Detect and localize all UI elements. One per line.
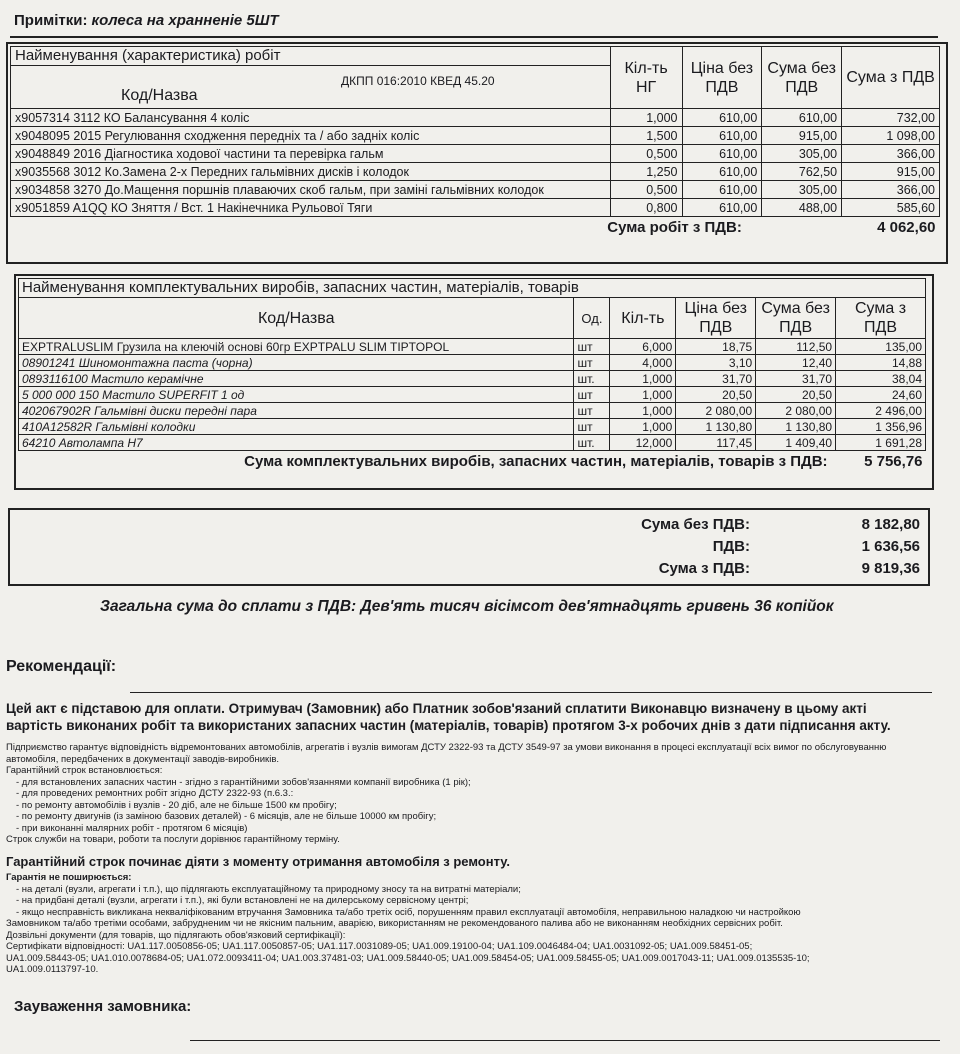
parts-row xyxy=(19,419,926,435)
parts-row xyxy=(19,435,926,451)
work-sum: 488,00 xyxy=(762,199,842,217)
part-name: 0893116100 Мастило керамічне xyxy=(19,371,574,387)
totals-block xyxy=(560,514,920,580)
part-sum: 31,70 xyxy=(756,371,836,387)
works-row xyxy=(11,163,940,181)
work-qty: 0,800 xyxy=(610,199,682,217)
part-qty: 1,000 xyxy=(610,371,676,387)
part-qty: 4,000 xyxy=(610,355,676,371)
notes-label: Примітки: xyxy=(14,12,88,29)
work-name: x9035568 3012 Ко.Замена 2-х Передних гальмівних дисків і колодок xyxy=(11,163,611,181)
work-qty: 1,250 xyxy=(610,163,682,181)
part-unit: шт. xyxy=(574,435,610,451)
sum-with-vat-label: Сума з ПДВ: xyxy=(658,560,750,577)
warranty-text xyxy=(6,742,936,846)
part-qty: 1,000 xyxy=(610,387,676,403)
customer-remarks-label: Зауваження замовника: xyxy=(14,998,192,1015)
recommendations-label: Рекомендації: xyxy=(6,658,117,675)
part-unit: шт. xyxy=(574,371,610,387)
works-col-code: Код/Назва xyxy=(121,87,198,104)
part-sum: 20,50 xyxy=(756,387,836,403)
part-sum: 1 130,80 xyxy=(756,419,836,435)
part-sum-vat: 38,04 xyxy=(836,371,926,387)
warranty-intro: Підприємство гарантує відповідність відремонтованих автомобілів, агрегатів і вузлів вимогам ДСТУ 2322-93 та ДСТУ 3549-97 за умови виконання в процесі експлуатації всіх вимог по обслуговуванню автомобіля, передбачених в документації заводів-виробників. xyxy=(6,742,887,765)
work-name: x9048849 2016 Діагностика ходової частини та перевірка гальм xyxy=(11,145,611,163)
notes-text: колеса на хранненіе 5ШТ xyxy=(91,12,279,29)
works-col-sum: Сума без ПДВ xyxy=(762,47,842,109)
certificates-line: Сертифікати відповідності: UA1.117.0050856-05; UA1.117.0050857-05; UA1.117.0031089-05; UA1.009.19100-04; UA1.109.0046484-04; UA1.0031092-05; UA1.009.58451-05; xyxy=(6,941,753,952)
work-sum-vat: 1 098,00 xyxy=(842,127,940,145)
work-sum: 915,00 xyxy=(762,127,842,145)
exclusion-item: - якщо несправність викликана некваліфікованим втручання Замовника та/або третіх осіб, порушенням правил експлуатації автомобіля, неправильною наладкою чи настройкою xyxy=(16,906,801,918)
recommendations-line xyxy=(130,692,932,693)
warranty-exclusions xyxy=(6,872,936,976)
part-sum: 1 409,40 xyxy=(756,435,836,451)
works-row xyxy=(11,145,940,163)
parts-total-label: Сума комплектувальних виробів, запасних частин, матеріалів, товарів з ПДВ: xyxy=(244,453,828,470)
part-qty: 1,000 xyxy=(610,403,676,419)
parts-total-value: 5 756,76 xyxy=(864,453,923,470)
part-price: 20,50 xyxy=(676,387,756,403)
vat-value: 1 636,56 xyxy=(861,538,920,555)
works-col-qty: Кіл-ть НГ xyxy=(610,47,682,109)
part-price: 31,70 xyxy=(676,371,756,387)
works-row xyxy=(11,109,940,127)
part-name: 5 000 000 150 Мастило SUPERFIT 1 од xyxy=(19,387,574,403)
part-price: 18,75 xyxy=(676,339,756,355)
warranty-item: - при виконанні малярних робіт - протягом 6 місяців) xyxy=(16,822,248,834)
part-sum-vat: 135,00 xyxy=(836,339,926,355)
work-qty: 1,000 xyxy=(610,109,682,127)
parts-row xyxy=(19,355,926,371)
works-row xyxy=(11,127,940,145)
notes xyxy=(14,12,279,29)
part-sum-vat: 1 691,28 xyxy=(836,435,926,451)
work-name: x9048095 2015 Регулювання сходження передніх та / або задніх коліс xyxy=(11,127,611,145)
work-sum-vat: 585,60 xyxy=(842,199,940,217)
part-sum-vat: 2 496,00 xyxy=(836,403,926,419)
work-sum-vat: 732,00 xyxy=(842,109,940,127)
part-qty: 6,000 xyxy=(610,339,676,355)
work-name: x9034858 3270 До.Мащення поршнів плаваючих скоб гальм, при заміні гальмівних колодок xyxy=(11,181,611,199)
part-price: 2 080,00 xyxy=(676,403,756,419)
permit-docs: Дозвільні документи (для товарів, що підлягають обов'язковий сертифікації): xyxy=(6,929,346,941)
work-price: 610,00 xyxy=(682,127,762,145)
payment-terms: Цей акт є підставою для оплати. Отримувач (Замовник) або Платник зобов'язаний сплатити Виконавцю визначену в цьому акті вартість виконаних робіт та використаних запасних частин (матеріалів, товарів) протягом 3-х робочих днів з дати підписання акту. xyxy=(6,701,891,733)
work-sum: 305,00 xyxy=(762,145,842,163)
parts-row xyxy=(19,339,926,355)
work-sum: 305,00 xyxy=(762,181,842,199)
sum-without-vat: 8 182,80 xyxy=(861,516,920,533)
part-price: 117,45 xyxy=(676,435,756,451)
parts-section-title: Найменування комплектувальних виробів, запасних частин, матеріалів, товарів xyxy=(19,279,926,298)
part-name: 402067902R Гальмівні диски передні пара xyxy=(19,403,574,419)
exclusion-item: Замовником та/або третіми особами, забрудненим чи не якісним пальним, аварією, використанням не рекомендованого палива або не виконанням необхідних сервісних робіт. xyxy=(6,918,783,929)
part-name: 08901241 Шиномонтажна паста (чорна) xyxy=(19,355,574,371)
works-row xyxy=(11,181,940,199)
parts-row xyxy=(19,387,926,403)
works-section-title: Найменування (характеристика) робіт xyxy=(11,47,611,66)
work-sum-vat: 366,00 xyxy=(842,181,940,199)
works-total-value: 4 062,60 xyxy=(877,219,936,236)
work-qty: 0,500 xyxy=(610,145,682,163)
certificates-line: UA1.009.58443-05; UA1.010.0078684-05; UA1.072.0093411-04; UA1.003.37481-03; UA1.009.58440-05; UA1.009.58454-05; UA1.009.58455-05; UA1.009.0017043-11; UA1.009.0135535-10; xyxy=(6,952,810,964)
work-qty: 0,500 xyxy=(610,181,682,199)
warranty-item: - по ремонту автомобілів і вузлів - 20 діб, але не більше 1500 км пробігу; xyxy=(16,799,337,811)
part-sum: 12,40 xyxy=(756,355,836,371)
part-unit: шт xyxy=(574,403,610,419)
customer-remarks-line xyxy=(190,1040,940,1041)
part-sum-vat: 1 356,96 xyxy=(836,419,926,435)
work-price: 610,00 xyxy=(682,163,762,181)
part-name: 64210 Автолампа H7 xyxy=(19,435,574,451)
not-apply-label: Гарантія не поширюється: xyxy=(6,872,132,883)
works-classification: ДКПП 016:2010 КВЕД 45.20 xyxy=(341,74,495,88)
part-qty: 12,000 xyxy=(610,435,676,451)
warranty-item: - для встановлених запасних частин - згідно з гарантійними зобов'язаннями компанії виробника (1 рік); xyxy=(16,776,471,788)
work-price: 610,00 xyxy=(682,199,762,217)
warranty-start-text: Гарантійний строк починає діяти з моменту отримання автомобіля з ремонту. xyxy=(6,854,510,869)
part-sum-vat: 14,88 xyxy=(836,355,926,371)
part-sum: 112,50 xyxy=(756,339,836,355)
parts-col-unit: Од. xyxy=(574,298,610,339)
divider xyxy=(10,36,938,38)
exclusion-item: - на деталі (вузли, агрегати і т.п.), що підлягають експлуатаційному та природному зносу та на витратні матеріали; xyxy=(16,883,521,895)
part-unit: шт xyxy=(574,355,610,371)
sum-without-vat-label: Сума без ПДВ: xyxy=(641,516,750,533)
certificates-line: UA1.009.0113797-10. xyxy=(6,964,99,975)
part-price: 1 130,80 xyxy=(676,419,756,435)
part-sum-vat: 24,60 xyxy=(836,387,926,403)
part-unit: шт xyxy=(574,419,610,435)
vat-label: ПДВ: xyxy=(712,538,750,555)
work-name: x9057314 3112 КО Балансування 4 колiс xyxy=(11,109,611,127)
part-price: 3,10 xyxy=(676,355,756,371)
exclusion-item: - на придбані деталі (вузли, агрегати і т.п.), які були встановлені не на дилерському сервісному центрі; xyxy=(16,895,469,906)
parts-col-sum: Сума без ПДВ xyxy=(756,298,836,339)
amount-in-words: Загальна сума до сплати з ПДВ: Дев'ять тисяч вісімсот дев'ятнадцять гривень 36 копійок xyxy=(100,598,834,615)
part-name: 410A12582R Гальмівні колодки xyxy=(19,419,574,435)
work-sum-vat: 366,00 xyxy=(842,145,940,163)
works-col-price: Ціна без ПДВ xyxy=(682,47,762,109)
parts-col-qty: Кіл-ть xyxy=(610,298,676,339)
work-price: 610,00 xyxy=(682,109,762,127)
work-qty: 1,500 xyxy=(610,127,682,145)
work-sum-vat: 915,00 xyxy=(842,163,940,181)
warranty-item: - по ремонту двигунів (із заміною базових деталей) - 6 місяців, але не більше 10000 км пробігу; xyxy=(16,811,437,822)
works-table xyxy=(10,46,940,239)
parts-row xyxy=(19,403,926,419)
part-sum: 2 080,00 xyxy=(756,403,836,419)
warranty-item: - для проведених ремонтних робіт згідно ДСТУ 2322-93 (п.6.3.: xyxy=(16,788,294,799)
service-life-text: Строк служби на товари, роботи та послуги дорівнює гарантійному терміну. xyxy=(6,834,340,845)
parts-row xyxy=(19,371,926,387)
work-price: 610,00 xyxy=(682,145,762,163)
warranty-set-label: Гарантійний строк встановлюється: xyxy=(6,765,163,776)
work-price: 610,00 xyxy=(682,181,762,199)
part-name: EXPTRALUSLIM Грузила на клеючій основі 60гр EXPTPALU SLIM TIPTOPOL xyxy=(19,339,574,355)
work-name: x9051859 A1QQ КО Зняття / Вст. 1 Накінечника Рульової Тяги xyxy=(11,199,611,217)
works-row xyxy=(11,199,940,217)
works-total-label: Сума робіт з ПДВ: xyxy=(607,219,742,236)
part-unit: шт xyxy=(574,339,610,355)
sum-with-vat: 9 819,36 xyxy=(861,560,920,577)
work-sum: 762,50 xyxy=(762,163,842,181)
parts-col-sum-vat: Сума з ПДВ xyxy=(836,298,926,339)
part-unit: шт xyxy=(574,387,610,403)
parts-table xyxy=(18,278,926,473)
parts-col-price: Ціна без ПДВ xyxy=(676,298,756,339)
works-col-sum-vat: Сума з ПДВ xyxy=(842,47,940,109)
work-sum: 610,00 xyxy=(762,109,842,127)
part-qty: 1,000 xyxy=(610,419,676,435)
parts-col-code: Код/Назва xyxy=(19,298,574,339)
